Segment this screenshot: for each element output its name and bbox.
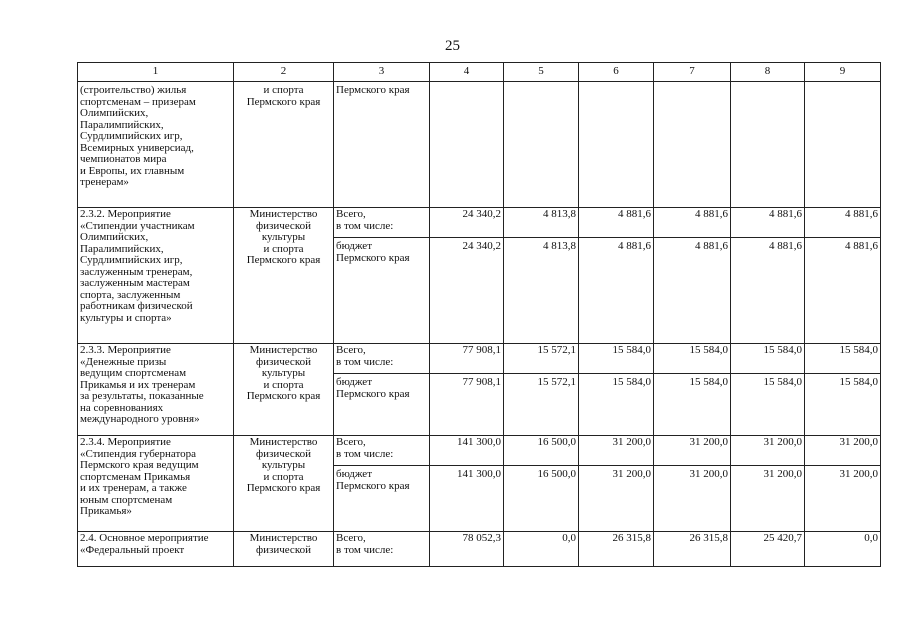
value-cell: 4 881,6	[731, 238, 805, 344]
executor-cell: Министерство физической	[234, 532, 334, 567]
measure-cell: (строительство) жилья спортсменам – призерам Олимпийских, Паралимпийских, Сурдлимпийских игр, Всемирных универсиад, чемпионатов мира и Европы, их главным тренерам»	[78, 82, 234, 208]
value-cell: 31 200,0	[731, 466, 805, 532]
value-cell: 15 584,0	[805, 344, 881, 374]
value-cell: 24 340,2	[430, 208, 504, 238]
table-row-total	[78, 436, 881, 466]
measure-cell: 2.3.4. Мероприятие «Стипендия губернатора Пермского края ведущим спортсменам Прикамья и их тренерам, а также юным спортсменам Прикамья»	[78, 436, 234, 532]
value-cell	[654, 82, 731, 208]
column-header: 2	[234, 63, 334, 82]
source-cell: бюджет Пермского края	[334, 374, 430, 436]
measure-cell: 2.4. Основное мероприятие «Федеральный проект	[78, 532, 234, 567]
value-cell: 77 908,1	[430, 374, 504, 436]
source-cell: бюджет Пермского края	[334, 466, 430, 532]
value-cell: 4 881,6	[731, 208, 805, 238]
value-cell: 0,0	[805, 532, 881, 567]
value-cell: 4 881,6	[579, 208, 654, 238]
column-header: 8	[731, 63, 805, 82]
value-cell: 15 572,1	[504, 344, 579, 374]
column-header: 3	[334, 63, 430, 82]
measure-cell: 2.3.2. Мероприятие «Стипендии участникам Олимпийских, Паралимпийских, Сурдлимпийских игр, заслуженным тренерам, заслуженным мастерам спорта, заслуженным работникам физической культуры и спорта»	[78, 208, 234, 344]
table-row-continuation	[78, 82, 881, 208]
value-cell: 4 881,6	[805, 238, 881, 344]
value-cell: 4 813,8	[504, 208, 579, 238]
value-cell: 15 584,0	[579, 344, 654, 374]
column-header: 4	[430, 63, 504, 82]
value-cell: 31 200,0	[805, 436, 881, 466]
value-cell: 77 908,1	[430, 344, 504, 374]
value-cell: 31 200,0	[579, 436, 654, 466]
value-cell: 4 881,6	[654, 208, 731, 238]
source-cell: бюджет Пермского края	[334, 238, 430, 344]
value-cell: 15 584,0	[731, 374, 805, 436]
source-cell: Всего, в том числе:	[334, 532, 430, 567]
value-cell: 25 420,7	[731, 532, 805, 567]
source-cell: Всего, в том числе:	[334, 436, 430, 466]
value-cell: 16 500,0	[504, 466, 579, 532]
value-cell: 4 881,6	[579, 238, 654, 344]
value-cell: 31 200,0	[654, 436, 731, 466]
value-cell: 15 584,0	[654, 344, 731, 374]
value-cell	[731, 82, 805, 208]
value-cell: 31 200,0	[805, 466, 881, 532]
executor-cell: и спорта Пермского края	[234, 82, 334, 208]
value-cell	[504, 82, 579, 208]
header-row	[78, 63, 881, 82]
value-cell: 78 052,3	[430, 532, 504, 567]
column-header: 1	[78, 63, 234, 82]
executor-cell: Министерство физической культуры и спорта Пермского края	[234, 208, 334, 344]
value-cell: 15 584,0	[805, 374, 881, 436]
source-cell: Пермского края	[334, 82, 430, 208]
value-cell: 141 300,0	[430, 436, 504, 466]
value-cell: 4 881,6	[805, 208, 881, 238]
table-row-total	[78, 532, 881, 567]
value-cell: 15 572,1	[504, 374, 579, 436]
value-cell: 0,0	[504, 532, 579, 567]
column-header: 9	[805, 63, 881, 82]
column-header: 6	[579, 63, 654, 82]
source-cell: Всего, в том числе:	[334, 208, 430, 238]
value-cell: 31 200,0	[731, 436, 805, 466]
measure-cell: 2.3.3. Мероприятие «Денежные призы ведущим спортсменам Прикамья и их тренерам за результаты, показанные на соревнованиях международного уровня»	[78, 344, 234, 436]
value-cell: 31 200,0	[654, 466, 731, 532]
value-cell: 15 584,0	[731, 344, 805, 374]
value-cell: 26 315,8	[579, 532, 654, 567]
value-cell: 31 200,0	[579, 466, 654, 532]
source-cell: Всего, в том числе:	[334, 344, 430, 374]
value-cell: 4 813,8	[504, 238, 579, 344]
value-cell: 4 881,6	[654, 238, 731, 344]
page-number: 25	[445, 38, 460, 54]
value-cell: 15 584,0	[654, 374, 731, 436]
table-row-total	[78, 344, 881, 374]
value-cell: 15 584,0	[579, 374, 654, 436]
value-cell: 141 300,0	[430, 466, 504, 532]
value-cell: 26 315,8	[654, 532, 731, 567]
column-header: 7	[654, 63, 731, 82]
value-cell	[430, 82, 504, 208]
value-cell	[805, 82, 881, 208]
value-cell: 24 340,2	[430, 238, 504, 344]
value-cell: 16 500,0	[504, 436, 579, 466]
value-cell	[579, 82, 654, 208]
executor-cell: Министерство физической культуры и спорта Пермского края	[234, 436, 334, 532]
table-row-total	[78, 208, 881, 238]
column-header: 5	[504, 63, 579, 82]
budget-table	[77, 62, 881, 567]
executor-cell: Министерство физической культуры и спорта Пермского края	[234, 344, 334, 436]
